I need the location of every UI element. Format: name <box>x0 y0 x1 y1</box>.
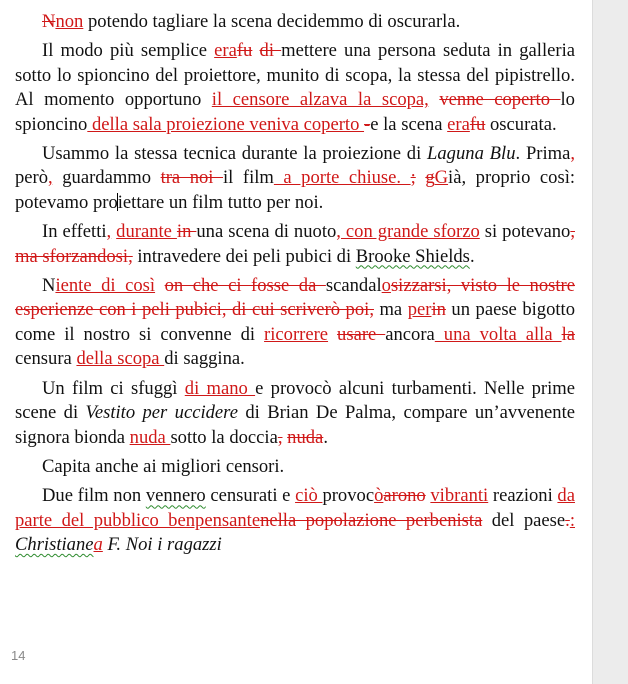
deleted-text: usare <box>337 323 386 345</box>
text-run <box>252 40 259 61</box>
text-run: provoc <box>322 485 375 507</box>
italic-text: F. Noi i ragazzi <box>102 534 222 556</box>
text-run: Un film ci sfuggì <box>42 377 185 399</box>
text-run: Il modo più semplice <box>42 40 215 62</box>
paragraph <box>15 10 575 34</box>
text-run: ma <box>373 299 408 321</box>
inserted-text: : <box>569 509 575 531</box>
deleted-text: nella popolazione perbenista <box>260 509 483 531</box>
inserted-text: , <box>570 143 576 165</box>
inserted-text: da parte del pubblico benpensante <box>15 485 575 531</box>
text-run: N <box>42 275 56 297</box>
text-run: sotto la doccia <box>170 426 278 448</box>
italic-text: Christiane <box>15 534 94 556</box>
deleted-text: g <box>425 167 435 189</box>
deleted-text: nuda <box>287 426 324 448</box>
deleted-text: fu <box>469 113 486 135</box>
text-run: intravedere dei peli pubici di <box>132 245 356 267</box>
text-run: ià, proprio così: potevamo pro <box>15 167 576 213</box>
deleted-text: tra noi <box>160 167 224 189</box>
inserted-text: non <box>55 11 84 32</box>
text-run: mettere una persona seduta in galleria sotto lo spioncino del proiettore, munito di scopa, la stessa del pipistrello. Al momento opportuno <box>15 40 576 111</box>
inserted-text: a porte chiuse. <box>273 167 411 189</box>
text-run: Due film non <box>42 485 146 507</box>
italic-text: Vestito per uccidere <box>85 402 238 424</box>
text-run <box>155 275 165 296</box>
deleted-text: on che ci fosse da <box>164 275 326 297</box>
deleted-text: arono <box>383 485 426 507</box>
text-run: del paese <box>482 509 566 531</box>
inserted-text: di mano <box>184 377 256 399</box>
inserted-text: , con grande sforzo <box>336 221 480 243</box>
text-run: si potevano <box>479 221 571 243</box>
paragraph <box>15 142 575 215</box>
deleted-text: in <box>176 221 197 243</box>
spelling-flag: vennero <box>145 485 206 507</box>
text-run: iettare un film tutto per noi. <box>117 191 324 213</box>
deleted-text: - <box>364 113 371 135</box>
italic-text: Laguna Blu <box>427 143 516 165</box>
text-run: e provocò alcuni turbamenti. Nelle prime scene di <box>15 377 575 424</box>
inserted-text: della sala proiezione veniva coperto <box>87 113 365 135</box>
inserted-text: ricorrere <box>264 323 329 345</box>
inserted-text: , <box>48 167 53 189</box>
deleted-text: fu <box>236 40 253 62</box>
document-body[interactable] <box>15 10 575 563</box>
text-run: il film <box>223 167 274 189</box>
deleted-text: la <box>561 323 575 345</box>
spelling-flag: Brooke Shields <box>355 245 470 267</box>
inserted-text: il censore alzava la scopa, <box>211 89 429 111</box>
text-run: censura <box>15 348 77 370</box>
text-run <box>328 324 337 345</box>
text-run: Usammo la stessa tecnica durante la proiezione di <box>42 143 428 165</box>
text-run <box>429 89 440 110</box>
text-run: un paese bigotto come il nostro si convenne di <box>15 299 576 345</box>
deleted-text: . <box>565 509 570 531</box>
paragraph <box>15 484 575 557</box>
text-run: In effetti <box>42 221 107 243</box>
inserted-text: o <box>381 275 391 297</box>
text-run <box>416 167 426 188</box>
text-run: di saggina. <box>164 348 245 370</box>
text-run: lo spioncino <box>15 89 575 135</box>
text-run: e la scena <box>370 113 448 135</box>
page-number: 14 <box>11 648 26 663</box>
text-run: di Brian De Palma, compare un’avvenente signora bionda <box>15 402 576 448</box>
deleted-text: di <box>259 40 282 62</box>
text-run: scandal <box>325 275 382 297</box>
text-run: . <box>469 245 475 267</box>
text-run: una scena di nuoto <box>196 221 337 243</box>
text-run: ancora <box>385 323 435 345</box>
text-run: Capita anche ai migliori censori. <box>42 455 285 477</box>
deleted-text: sizzarsi <box>390 275 447 297</box>
inserted-text: ciò <box>295 485 323 507</box>
inserted-text: G <box>434 167 449 189</box>
deleted-text: venne coperto <box>439 89 561 111</box>
text-run: . <box>323 426 328 448</box>
inserted-text: era <box>447 113 470 135</box>
deleted-text: , ma sforzandosi, <box>15 221 575 267</box>
paragraph <box>15 377 575 450</box>
paragraph <box>15 455 575 479</box>
inserted-text: una volta alla <box>434 323 562 345</box>
text-run: potendo tagliare la scena decidemmo di oscurarla. <box>83 11 461 32</box>
paragraph <box>15 39 575 137</box>
inserted-text: a <box>93 534 103 556</box>
deleted-text: , <box>277 426 283 448</box>
text-run: . Prima <box>515 143 571 165</box>
paragraph <box>15 274 575 372</box>
inserted-text: della scopa <box>76 348 165 370</box>
text-run: oscurata. <box>485 113 557 135</box>
text-run: però <box>15 167 49 189</box>
inserted-text: durante <box>116 221 177 243</box>
inserted-text: iente di così <box>55 275 156 297</box>
inserted-text: era <box>214 40 237 62</box>
text-run: censurati e <box>205 485 296 507</box>
deleted-text: ; <box>410 167 416 189</box>
page-margin-background <box>592 0 628 684</box>
deleted-text: N <box>42 11 56 32</box>
inserted-text: per <box>407 299 432 321</box>
inserted-text: vibranti <box>430 485 489 507</box>
inserted-text: , <box>106 221 112 243</box>
deleted-text: in <box>431 299 446 321</box>
inserted-text: nuda <box>129 426 171 448</box>
paragraph <box>15 220 575 269</box>
text-run: reazioni <box>488 485 558 507</box>
text-run: guardammo <box>52 167 161 189</box>
inserted-text: ò <box>374 485 384 507</box>
deleted-text: , visto le nostre esperienze con i peli pubici, di cui scriverò poi, <box>15 275 575 321</box>
